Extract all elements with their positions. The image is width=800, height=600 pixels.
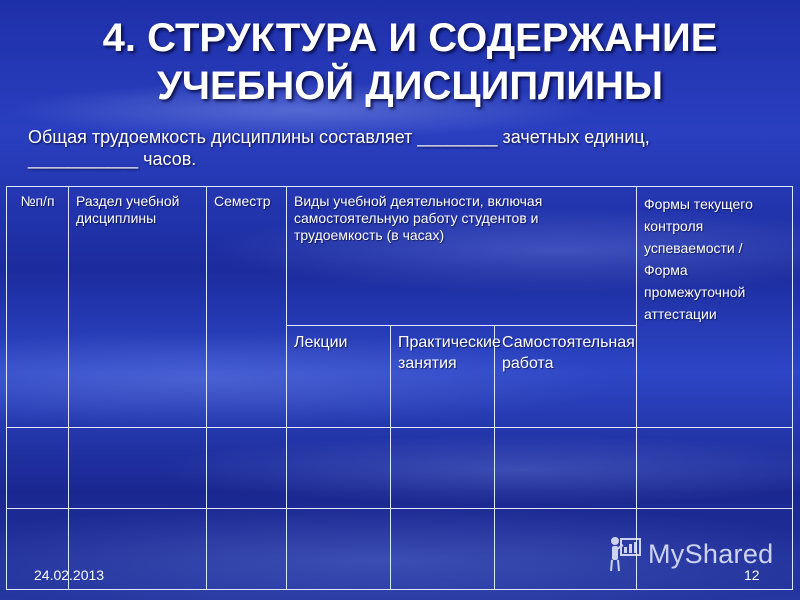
- table-cell: [391, 427, 495, 508]
- slide-date: 24.02.2013: [34, 567, 105, 583]
- logo-text: MyShared: [648, 538, 774, 569]
- header-num: №п/п: [7, 187, 69, 428]
- subheader-self-work: Самостоятельная работа: [495, 326, 637, 427]
- table-header-row: [7, 187, 793, 326]
- header-activities: Виды учебной деятельности, включая самостоятельную работу студентов и трудоемкость (в часах): [287, 187, 637, 326]
- header-semester: Семестр: [207, 187, 287, 428]
- subheader-practice: Практические занятия: [391, 326, 495, 427]
- table-cell: [287, 427, 391, 508]
- slide-page-number: 12: [744, 567, 760, 583]
- subheader-lectures: Лекции: [287, 326, 391, 427]
- slide-subtitle: [28, 126, 788, 170]
- table-cell: [495, 427, 637, 508]
- slide-title: [40, 14, 780, 110]
- header-control: Формы текущего контроля успеваемости /Форма промежуточной аттестации: [637, 187, 793, 428]
- table-cell: [287, 508, 391, 589]
- slide-title-line2: УЧЕБНОЙ ДИСЦИПЛИНЫ: [157, 64, 663, 108]
- table-cell: [69, 427, 207, 508]
- table-cell: [207, 508, 287, 589]
- table-cell: [637, 427, 793, 508]
- header-section: Раздел учебной дисциплины: [69, 187, 207, 428]
- table-cell: [391, 508, 495, 589]
- table-cell: [7, 427, 69, 508]
- presenter-icon: [608, 535, 642, 573]
- table-cell: [207, 427, 287, 508]
- discipline-structure-table: [6, 186, 793, 590]
- subtitle-line2: ___________ часов.: [28, 149, 197, 169]
- table-row: [7, 427, 793, 508]
- slide-title-line1: 4. СТРУКТУРА И СОДЕРЖАНИЕ: [102, 16, 718, 60]
- myshared-logo: [608, 534, 773, 574]
- subtitle-line1: Общая трудоемкость дисциплины составляет ________ зачетных единиц,: [28, 127, 650, 147]
